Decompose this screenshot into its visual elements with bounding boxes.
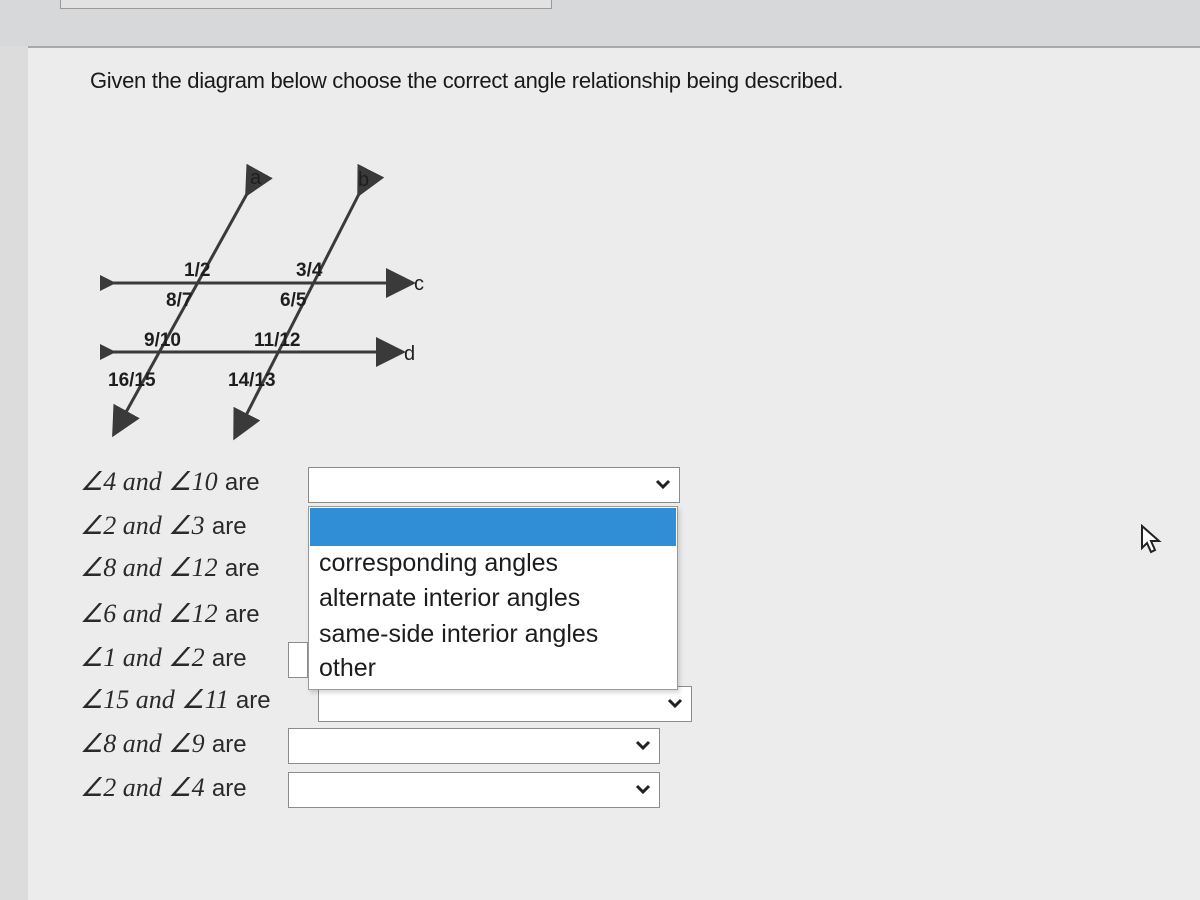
angle-pair: ∠1 and ∠2 xyxy=(80,643,205,672)
angle-pair: ∠2 and ∠3 xyxy=(80,511,205,540)
chevron-down-icon xyxy=(655,476,671,492)
question-text: Given the diagram below choose the correct angle relationship being described. xyxy=(90,68,844,93)
mouse-pointer-icon xyxy=(1138,524,1164,554)
angle-pair: ∠6 and ∠12 xyxy=(80,599,218,628)
row-label-3: ∠8 and ∠12 are xyxy=(80,553,260,582)
row-label-2: ∠2 and ∠3 are xyxy=(80,511,247,540)
row-label-5: ∠1 and ∠2 are xyxy=(80,643,247,672)
angle-pair: ∠4 and ∠10 xyxy=(80,467,218,496)
answer-select-5[interactable] xyxy=(288,642,308,678)
highlighted-option[interactable] xyxy=(310,508,676,546)
row-label-4: ∠6 and ∠12 are xyxy=(80,599,260,628)
angle-pair: ∠8 and ∠9 xyxy=(80,729,205,758)
browser-top-bar xyxy=(0,0,1200,48)
row-label-6: ∠15 and ∠11 are xyxy=(80,685,271,714)
line-label-d: d xyxy=(404,343,416,365)
angle-label-3-4: 3/4 xyxy=(296,260,323,281)
angle-label-16-15: 16/15 xyxy=(108,370,156,391)
answer-dropdown-list[interactable] xyxy=(308,506,678,690)
line-label-a: a xyxy=(250,167,262,189)
chevron-down-icon xyxy=(667,695,683,711)
answer-select-6[interactable] xyxy=(318,686,692,722)
angle-label-1-2: 1/2 xyxy=(184,260,211,281)
line-b xyxy=(236,192,360,435)
angle-label-6-5: 6/5 xyxy=(280,290,307,311)
angle-label-14-13: 14/13 xyxy=(228,370,276,391)
angle-pair: ∠15 and ∠11 xyxy=(80,685,229,714)
angle-pair: ∠2 and ∠4 xyxy=(80,773,205,802)
left-edge xyxy=(0,46,28,900)
chevron-down-icon xyxy=(635,737,651,753)
option-other[interactable]: other xyxy=(319,654,376,682)
angle-label-9-10: 9/10 xyxy=(144,330,181,351)
angle-pair: ∠8 and ∠12 xyxy=(80,553,218,582)
line-label-c: c xyxy=(414,273,424,295)
answer-select-8[interactable] xyxy=(288,772,660,808)
line-a xyxy=(115,192,248,432)
row-label-1: ∠4 and ∠10 are xyxy=(80,467,260,496)
row-label-8: ∠2 and ∠4 are xyxy=(80,773,247,802)
row-label-7: ∠8 and ∠9 are xyxy=(80,729,247,758)
answer-select-1[interactable] xyxy=(308,467,680,503)
chevron-down-icon xyxy=(635,781,651,797)
option-same-side-interior-angles[interactable]: same-side interior angles xyxy=(319,620,599,648)
browser-tab[interactable] xyxy=(60,0,552,9)
parallel-lines-diagram xyxy=(100,160,480,450)
answer-select-7[interactable] xyxy=(288,728,660,764)
option-corresponding-angles[interactable]: corresponding angles xyxy=(319,549,559,577)
angle-label-11-12: 11/12 xyxy=(254,330,301,351)
line-label-b: b xyxy=(358,169,370,191)
option-alternate-interior-angles[interactable]: alternate interior angles xyxy=(319,584,581,612)
angle-label-8-7: 8/7 xyxy=(166,290,193,311)
